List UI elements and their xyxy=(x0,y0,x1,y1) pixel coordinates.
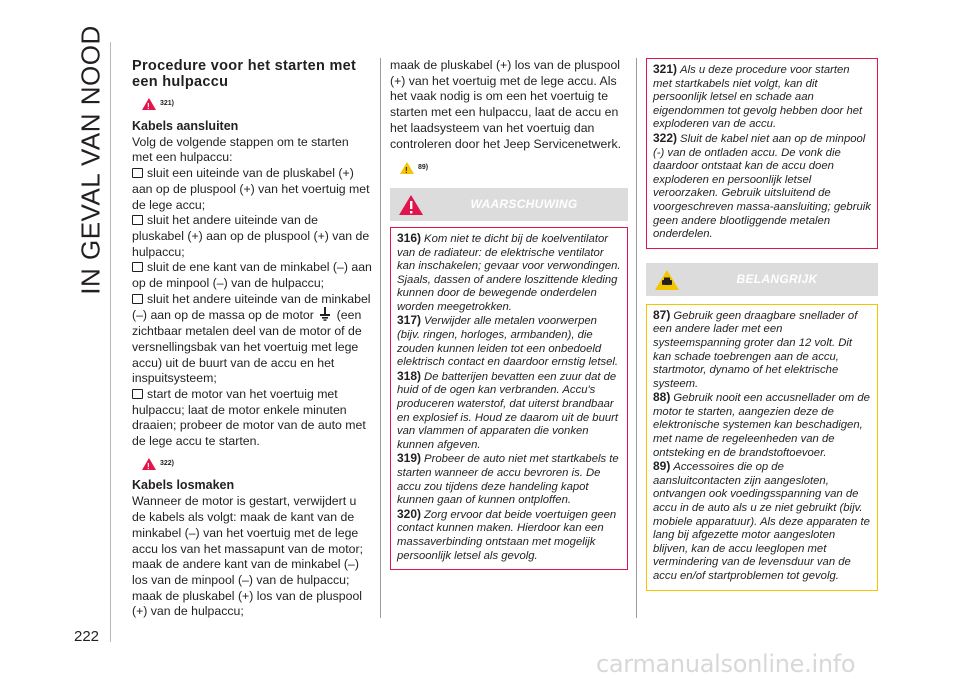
watermark: carmanualsonline.info xyxy=(596,650,856,678)
important-item: 88) Gebruik nooit een accusnellader om de motor te starten, aangezien deze de elektronische systemen kan beschadigen, met name de regeleenheden van de ontsteking en de brandstoftoevoer. xyxy=(653,390,870,459)
section-heading: Procedure voor het starten met een hulpaccu xyxy=(132,58,357,90)
caution-triangle-icon xyxy=(400,162,414,174)
page-number: 222 xyxy=(74,628,100,645)
subheading-connect: Kabels aansluiten xyxy=(132,118,239,133)
checkbox-bullet-icon xyxy=(132,389,143,399)
warning-item: 318) De batterijen bevatten een zuur dat de huid of de ogen kan verbranden. Accu's produceren waterstof, dat uiterst brandbaar en explosief is. Houd ze daarom uit de buurt van vlammen of apparaten die vonken kunnen afgeven. xyxy=(397,368,619,451)
subheading-disconnect: Kabels losmaken xyxy=(132,478,235,493)
warning-item: 317) Verwijder alle metalen voorwerpen (bijv. ringen, horloges, armbanden), die zouden kunnen leiden tot een onbedoeld elektrisch contact en daardoor ernstig letsel. xyxy=(397,313,619,369)
important-item: 89) Accessoires die op de aansluitcontacten zijn aangesloten, ontvangen ook voedingsspanning van de accu in de auto als u ze niet gebruikt (bijv. mobiele apparatuur). Als deze apparaten te lang bij afgezette motor aangesloten blijven, kan de accu leeglopen met vermindering van de levensduur van de accu en/of startproblemen tot gevolg. xyxy=(653,459,870,582)
step-item: sluit een uiteinde van de pluskabel (+) aan op de pluspool (+) van het voertuig met de lege accu; xyxy=(132,166,370,212)
warning-item: 322) Sluit de kabel niet aan op de minpool (-) van de ontladen accu. De vonk die daardoor ontstaat kan de accu doen exploderen en persoonlijk letsel veroorzaken. Gebruik uitsluitend de voorgeschreven massa-aansluiting; gebruik geen andere blootliggende metalen onderdelen. xyxy=(653,130,871,241)
ground-symbol-icon xyxy=(320,307,330,321)
important-ref: ! 89) xyxy=(400,160,628,176)
column-3 xyxy=(646,58,878,591)
checkbox-bullet-icon xyxy=(132,168,143,178)
column-2 xyxy=(390,58,628,570)
column-1 xyxy=(132,58,372,620)
body-text: maak de pluskabel (+) los van de pluspool (+) van het voertuig met de lege accu. Als het vaak nodig is om een het voertuig te starten met een hulpaccu, laat de accu en het laadsysteem van het voertuig dan controleren door het Jeep Servicenetwerk. xyxy=(390,58,622,151)
step-item: sluit het andere uiteinde van de minkabel (–) aan op de massa op de motor (een zichtbaar metalen deel van de motor of de versnellingsbak van het voertuig met lege accu) uit de buurt van de accu en het inspuitsysteem; xyxy=(132,291,371,386)
important-item: 87) Gebruik geen draagbare snellader of een andere lader met een systeemspanning groter dan 12 volt. Dit kan schade toebrengen aan de accu, startmotor, dynamo of het elektrische systeem. xyxy=(653,307,858,390)
warning-item: 319) Probeer de auto niet met startkabels te starten wanneer de accu bevroren is. De accu zou tijdens deze handeling kapot kunnen gaan of kunnen ontploffen. xyxy=(397,451,619,507)
warning-box xyxy=(390,227,628,570)
warning-item: 316) Kom niet te dicht bij de koelventilator van de radiateur: de elektrische ventilator kan inschakelen; gevaar voor verwondingen. Sjaals, dassen of andere loszittende kleding kunnen door de bewegende onderdelen worden meegetrokken. xyxy=(397,230,621,313)
side-divider xyxy=(110,42,111,642)
warning-box-continued xyxy=(646,58,878,249)
warning-item: 321) Als u deze procedure voor starten met startkabels niet volgt, kan dit persoonlijk letsel en schade aan eigendommen tot gevolg hebben door het exploderen van de accu. xyxy=(653,62,863,131)
warning-ref: ! 322) xyxy=(142,456,372,472)
step-item: sluit de ene kant van de minkabel (–) aan op de minpool (–) van de hulpaccu; xyxy=(132,260,372,291)
warning-triangle-icon xyxy=(142,98,156,110)
warning-banner: WAARSCHUWING xyxy=(390,188,628,221)
column-divider xyxy=(380,58,381,618)
column-divider xyxy=(636,58,637,618)
warning-ref: ! 321) xyxy=(142,96,372,112)
important-box xyxy=(646,304,878,591)
checkbox-bullet-icon xyxy=(132,215,143,225)
important-banner: BELANGRIJK xyxy=(646,263,878,296)
warning-item: 320) Zorg ervoor dat beide voertuigen geen contact kunnen maken. Hierdoor kan een massaverbinding ontstaan met mogelijk persoonlijk letsel als gevolg. xyxy=(397,506,617,562)
step-item: sluit het andere uiteinde van de pluskabel (+) aan op de pluspool (+) van de hulpaccu; xyxy=(132,213,370,259)
section-title: IN GEVAL VAN NOOD xyxy=(75,24,106,295)
intro-text: Volg de volgende stappen om te starten met een hulpaccu: xyxy=(132,134,349,165)
body-text: Wanneer de motor is gestart, verwijdert u de kabels als volgt: maak de kant van de minkabel (–) van het voertuig met de lege accu los van het massapunt van de motor; maak de andere kant van de minkabel (–) los van de minpool (–) van de hulpaccu; maak de pluskabel (+) los van de pluspool (+) van de hulpaccu; xyxy=(132,494,364,619)
step-item: start de motor van het voertuig met hulpaccu; laat de motor enkele minuten draaien; probeer de motor van de auto met de lege accu te starten. xyxy=(132,386,366,449)
checkbox-bullet-icon xyxy=(132,294,143,304)
checkbox-bullet-icon xyxy=(132,262,143,272)
warning-triangle-icon xyxy=(142,458,156,470)
